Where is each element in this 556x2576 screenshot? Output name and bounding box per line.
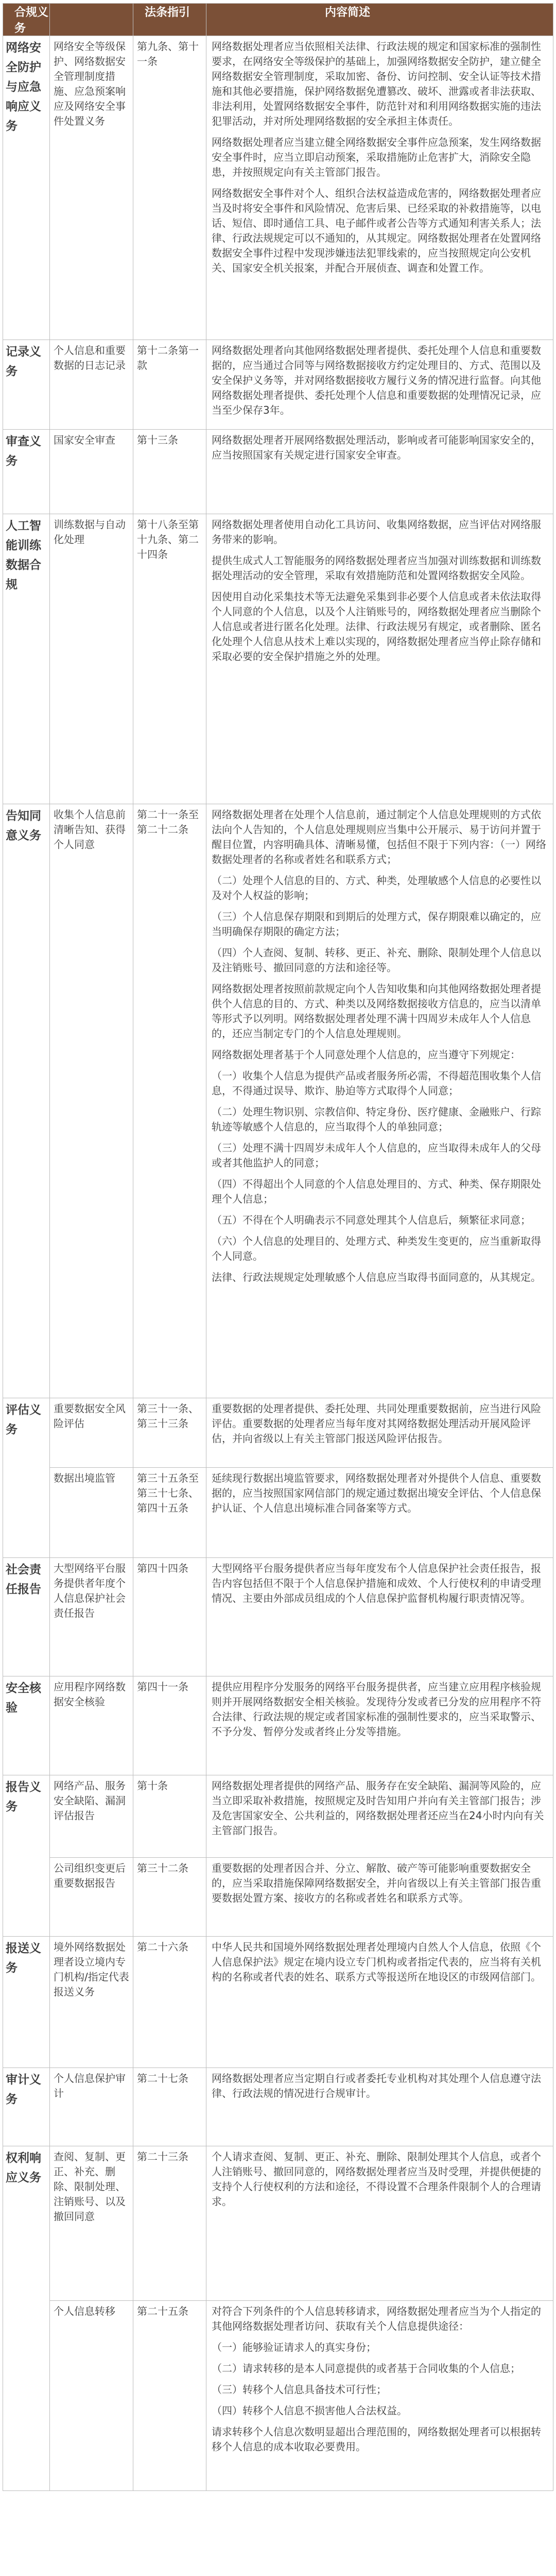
category-cell: 安全核验: [3, 1676, 50, 1775]
content-cell: [206, 2068, 553, 2146]
content-cell: [206, 804, 553, 1398]
content-cell: [206, 1775, 553, 1858]
item-cell: 网络安全等级保护、网络数据安全管理制度措施、应急预案响应及网络安全事件处置义务: [50, 36, 133, 340]
category-cell: 权利响应义务: [3, 2146, 50, 2491]
table-row: [3, 514, 553, 804]
article-cell: 第四十四条: [133, 1558, 206, 1676]
content-cell: [206, 1937, 553, 2068]
content-paragraph: 提供生成式人工智能服务的网络数据处理者应当加强对训练数据和训练数据处理活动的安全管理，采取有效措施防范和处置网络数据安全风险。: [212, 554, 541, 582]
category-cell: 社会责任报告: [3, 1558, 50, 1676]
content-paragraph: （四）不得超出个人同意的个人信息处理目的、方式、种类、保存期限处理个人信息；: [212, 1178, 541, 1205]
item-cell: 查阅、复制、更正、补充、删除、限制处理、注销账号、以及撤回同意: [50, 2146, 133, 2301]
item-cell: 公司组织变更后重要数据报告: [50, 1858, 133, 1937]
content-paragraph: （五）不得在个人明确表示不同意处理其个人信息后，频繁征求同意；: [212, 1214, 531, 1226]
table-row: [3, 1937, 553, 2068]
article-cell: 第二十三条: [133, 2146, 206, 2301]
content-paragraph: 重要数据的处理者因合并、分立、解散、破产等可能影响重要数据安全的，应当采取措施保障网络数据安全，并向省级以上有关主管部门报告重要数据处置方案、接收方的名称或者姓名和联系方式等。: [212, 1862, 541, 1904]
content-paragraph: （三）个人信息保存期限和到期后的处理方式，保存期限难以确定的，应当明确保存期限的确定方法；: [212, 910, 541, 938]
content-cell: [206, 1558, 553, 1676]
item-cell: 重要数据安全风险评估: [50, 1398, 133, 1468]
item-cell: 国家安全审查: [50, 430, 133, 514]
content-paragraph: 因使用自动化采集技术等无法避免采集到非必要个人信息或者未依法取得个人同意的个人信息，以及个人注销账号的，网络数据处理者应当删除个人信息或者进行匿名化处理。法律、行政法规另有规定，或者删除、匿名化处理个人信息从技术上难以实现的，网络数据处理者应当停止除存储和采取必要的安全保护措施之外的处理。: [212, 590, 541, 663]
compliance-table: [3, 3, 553, 2491]
content-paragraph: （三）转移个人信息具备技术可行性；: [212, 2383, 387, 2396]
content-paragraph: 网络数据处理者开展网络数据处理活动，影响或者可能影响国家安全的，应当按照国家有关规定进行国家安全审查。: [212, 434, 541, 461]
content-paragraph: 中华人民共和国境外网络数据处理者处理境内自然人个人信息，依照《个人信息保护法》规定在境内设立专门机构或者指定代表的，应当将有关机构的名称或者代表的姓名、联系方式等报送所在地设区的市级网信部门。: [212, 1941, 541, 1983]
table-row: [3, 430, 553, 514]
category-cell: 审计义务: [3, 2068, 50, 2146]
category-cell: 审查义务: [3, 430, 50, 514]
content-paragraph: 网络数据处理者在处理个人信息前，通过制定个人信息处理规则的方式依法向个人告知的，个人信息处理规则应当集中公开展示、易于访问并置于醒目位置，内容明确具体、清晰易懂，包括但不限于下列内容：（一）网络数据处理者的名称或者姓名和联系方式；: [212, 808, 546, 866]
content-paragraph: （一）收集个人信息为提供产品或者服务所必需，不得超范围收集个人信息，不得通过误导、欺诈、胁迫等方式取得个人同意；: [212, 1070, 541, 1097]
article-cell: 第三十二条: [133, 1858, 206, 1937]
table-row: [3, 1858, 553, 1937]
table-row: [3, 2301, 553, 2491]
item-cell: 大型网络平台服务提供者年度个人信息保护社会责任报告: [50, 1558, 133, 1676]
item-cell: 应用程序网络数据安全核验: [50, 1676, 133, 1775]
table-row: [3, 2068, 553, 2146]
item-cell: 个人信息保护审计: [50, 2068, 133, 2146]
content-paragraph: 网络数据处理者应当建立健全网络数据安全事件应急预案，发生网络数据安全事件时，应当立即启动预案，采取措施防止危害扩大，消除安全隐患，并按照规定向有关主管部门报告。: [212, 136, 541, 178]
category-cell: 报送义务: [3, 1937, 50, 2068]
article-cell: 第十三条: [133, 430, 206, 514]
item-cell: 训练数据与自动化处理: [50, 514, 133, 804]
content-paragraph: （四）转移个人信息不损害他人合法权益。: [212, 2404, 407, 2417]
content-paragraph: 请求转移个人信息次数明显超出合理范围的，网络数据处理者可以根据转移个人信息的成本收取必要费用。: [212, 2426, 541, 2453]
table-header-row: [3, 4, 553, 36]
content-paragraph: 网络数据处理者向其他网络数据处理者提供、委托处理个人信息和重要数据的，应当通过合同等与网络数据接收方约定处理目的、方式、范围以及安全保护义务等，并对网络数据接收方履行义务的情况进行监督。向其他网络数据处理者提供、委托处理个人信息和重要数据的处理情况记录，应当至少保存3年。: [212, 344, 541, 416]
content-paragraph: （二）处理生物识别、宗教信仰、特定身份、医疗健康、金融账户、行踪轨迹等敏感个人信息的，应当取得个人的单独同意；: [212, 1106, 541, 1133]
content-cell: [206, 1858, 553, 1937]
content-paragraph: （六）个人信息的处理目的、处理方式、种类发生变更的，应当重新取得个人同意。: [212, 1235, 541, 1262]
content-paragraph: （二）处理个人信息的目的、方式、种类，处理敏感个人信息的必要性以及对个人权益的影响；: [212, 874, 541, 902]
article-cell: 第三十五条至第三十七条、第四十五条: [133, 1468, 206, 1558]
content-paragraph: 网络数据处理者提供的网络产品、服务存在安全缺陷、漏洞等风险的，应当立即采取补救措施，按照规定及时告知用户并向有关主管部门报告；涉及危害国家安全、公共利益的，网络数据处理者还应当在24小时内向有关主管部门报告。: [212, 1780, 544, 1837]
content-cell: [206, 1398, 553, 1468]
table-body: [3, 36, 553, 2491]
table-row: [3, 2146, 553, 2301]
table-row: [3, 1398, 553, 1468]
content-paragraph: （一）能够验证请求人的真实身份；: [212, 2341, 376, 2353]
content-paragraph: （二）请求转移的是本人同意提供的或者基于合同收集的个人信息；: [212, 2362, 520, 2375]
category-cell: 记录义务: [3, 340, 50, 430]
content-paragraph: （四）个人查阅、复制、转移、更正、补充、删除、限制处理个人信息以及注销账号、撤回同意的方法和途径等。: [212, 946, 541, 974]
category-cell: 人工智能训练数据合规: [3, 514, 50, 804]
article-cell: 第二十七条: [133, 2068, 206, 2146]
item-cell: 个人信息转移: [50, 2301, 133, 2491]
header-article-guide: 法条指引: [133, 4, 206, 36]
content-paragraph: 网络数据处理者基于个人同意处理个人信息的，应当遵守下列规定：: [212, 1048, 520, 1061]
item-cell: 个人信息和重要数据的日志记录: [50, 340, 133, 430]
content-paragraph: 网络数据处理者使用自动化工具访问、收集网络数据，应当评估对网络服务带来的影响。: [212, 518, 541, 546]
category-cell: 报告义务: [3, 1775, 50, 1937]
item-cell: 境外网络数据处理者设立境内专门机构/指定代表报送义务: [50, 1937, 133, 2068]
content-cell: [206, 2146, 553, 2301]
content-paragraph: 网络数据处理者按照前款规定向个人告知收集和向其他网络数据处理者提供个人信息的目的、方式、种类以及网络数据接收方信息的，应当以清单等形式予以列明。网络数据处理者处理不满十四周岁未成年人个人信息的，还应当制定专门的个人信息处理规则。: [212, 982, 541, 1040]
content-cell: [206, 2301, 553, 2491]
category-cell: 网络安全防护与应急响应义务: [3, 36, 50, 340]
table-row: [3, 36, 553, 340]
header-item: [50, 4, 133, 36]
header-compliance-duty: 合规义务: [3, 4, 50, 36]
table-row: [3, 1468, 553, 1558]
content-cell: [206, 340, 553, 430]
content-cell: [206, 36, 553, 340]
article-cell: 第九条、第十一条: [133, 36, 206, 340]
content-paragraph: 大型网络平台服务提供者应当每年度发布个人信息保护社会责任报告，报告内容包括但不限于个人信息保护措施和成效、个人行使权利的申请受理情况、主要由外部成员组成的个人信息保护监督机构履行职责情况等。: [212, 1562, 541, 1604]
content-paragraph: （三）处理不满十四周岁未成年人个人信息的，应当取得未成年人的父母或者其他监护人的同意；: [212, 1142, 541, 1169]
table-row: [3, 1775, 553, 1858]
content-paragraph: 对符合下列条件的个人信息转移请求，网络数据处理者应当为个人指定的其他网络数据处理者访问、获取有关个人信息提供途径：: [212, 2305, 541, 2332]
article-cell: 第四十一条: [133, 1676, 206, 1775]
article-cell: 第三十一条、第三十三条: [133, 1398, 206, 1468]
item-cell: 网络产品、服务安全缺陷、漏洞评估报告: [50, 1775, 133, 1858]
table-row: [3, 1558, 553, 1676]
content-cell: [206, 1676, 553, 1775]
content-paragraph: 网络数据处理者应当依照相关法律、行政法规的规定和国家标准的强制性要求，在网络安全等级保护的基础上，加强网络数据安全防护，建立健全网络数据安全管理制度，采取加密、备份、访问控制、安全认证等技术措施和其他必要措施，保护网络数据免遭篡改、破坏、泄露或者非法获取、非法利用，处置网络数据安全事件，防范针对和利用网络数据实施的违法犯罪活动，并对所处理网络数据的安全承担主体责任。: [212, 40, 541, 127]
content-paragraph: 延续现行数据出境监管要求，网络数据处理者对外提供个人信息、重要数据的，应当按照国家网信部门的规定通过数据出境安全评估、个人信息保护认证、个人信息出境标准合同备案等方式。: [212, 1472, 541, 1514]
content-paragraph: 网络数据安全事件对个人、组织合法权益造成危害的，网络数据处理者应当及时将安全事件和风险情况、危害后果、已经采取的补救措施等，以电话、短信、即时通信工具、电子邮件或者公告等方式通知利害关系人；法律、行政法规规定可以不通知的，从其规定。网络数据处理者在处置网络数据安全事件过程中发现涉嫌违法犯罪线索的，应当按照规定向公安机关、国家安全机关报案，并配合开展侦查、调查和处置工作。: [212, 187, 541, 274]
article-cell: 第二十一条至第二十二条: [133, 804, 206, 1398]
article-cell: 第十八条至第十九条、第二十四条: [133, 514, 206, 804]
article-cell: 第十二条第一款: [133, 340, 206, 430]
category-cell: 评估义务: [3, 1398, 50, 1558]
category-cell: 告知同意义务: [3, 804, 50, 1398]
item-cell: 数据出境监管: [50, 1468, 133, 1558]
item-cell: 收集个人信息前清晰告知、获得个人同意: [50, 804, 133, 1398]
article-cell: 第二十六条: [133, 1937, 206, 2068]
content-cell: [206, 1468, 553, 1558]
header-content-summary: 内容简述: [206, 4, 553, 36]
content-paragraph: 提供应用程序分发服务的网络平台服务提供者，应当建立应用程序核验规则并开展网络数据安全相关核验。发现待分发或者已分发的应用程序不符合法律、行政法规的规定或者国家标准的强制性要求的，应当采取警示、不予分发、暂停分发或者终止分发等措施。: [212, 1681, 541, 1738]
table-row: [3, 1676, 553, 1775]
content-paragraph: 重要数据的处理者提供、委托处理、共同处理重要数据前，应当进行风险评估。重要数据的处理者应当每年度对其网络数据处理活动开展风险评估，并向省级以上有关主管部门报送风险评估报告。: [212, 1402, 541, 1445]
table-row: [3, 340, 553, 430]
article-cell: 第十条: [133, 1775, 206, 1858]
content-paragraph: 个人请求查阅、复制、更正、补充、删除、限制处理其个人信息，或者个人注销账号、撤回同意的，网络数据处理者应当及时受理，并提供便捷的支持个人行使权利的方法和途径，不得设置不合理条件限制个人的合理请求。: [212, 2150, 541, 2208]
content-cell: [206, 514, 553, 804]
content-paragraph: 法律、行政法规规定处理敏感个人信息应当取得书面同意的，从其规定。: [212, 1271, 541, 1283]
content-cell: [206, 430, 553, 514]
article-cell: 第二十五条: [133, 2301, 206, 2491]
content-paragraph: 网络数据处理者应当定期自行或者委托专业机构对其处理个人信息遵守法律、行政法规的情况进行合规审计。: [212, 2072, 541, 2099]
table-row: [3, 804, 553, 1398]
